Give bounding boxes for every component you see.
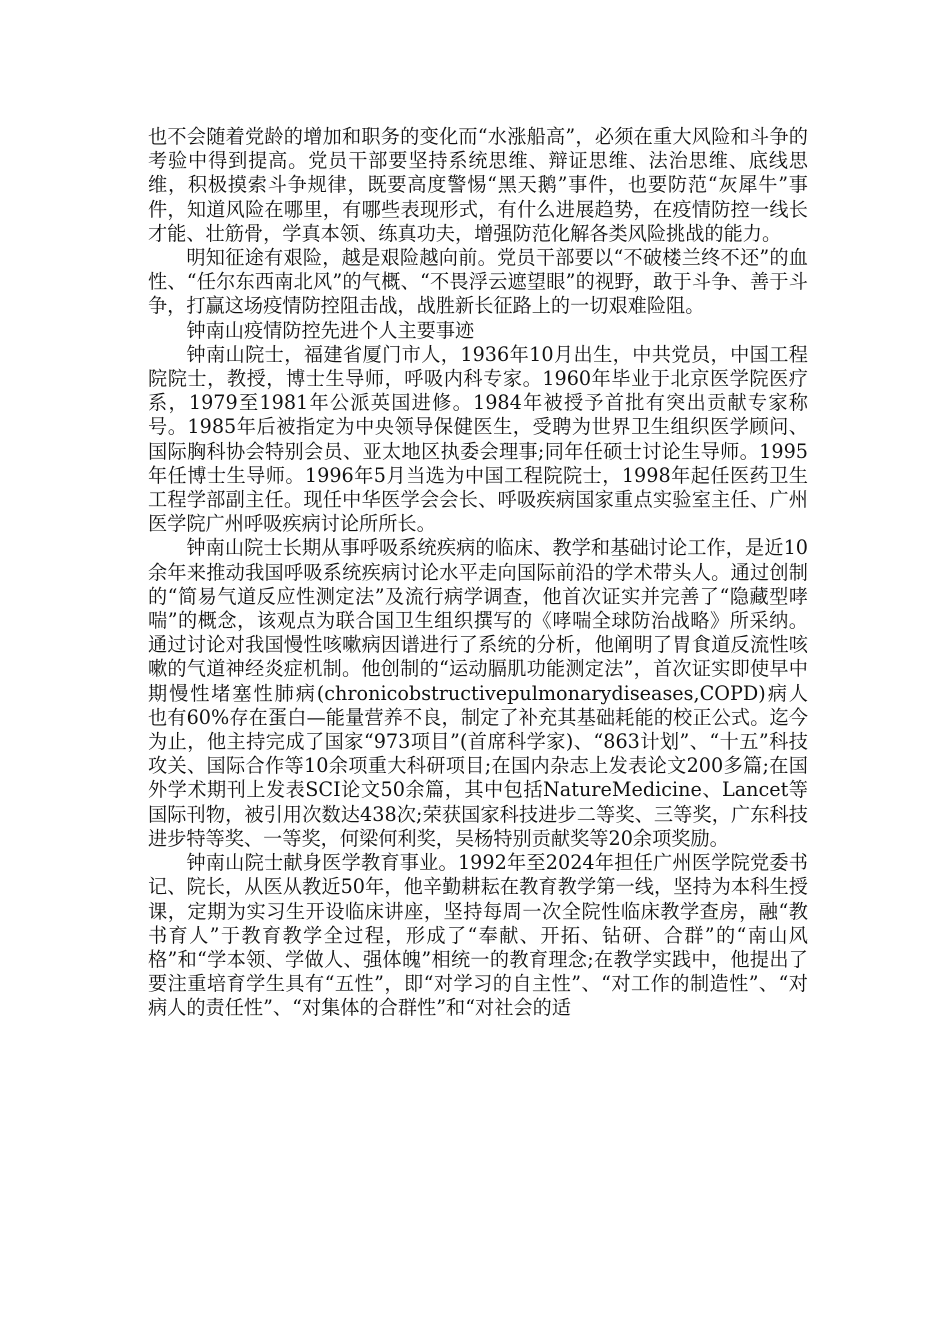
paragraph-education: 钟南山院士献身医学教育事业。1992年至2024年担任广州医学院党委书记、院长，从医从教近50年，他辛勤耕耘在教育教学第一线，坚持为本科生授课，定期为实习生开设临床讲座，坚持每周一次全院性临床教学查房，融“教书育人”于教育教学全过程，形成了“奉献、开拓、钻研、合群”的“南山风格”和“学本领、学做人、强体魄”相统一的教育理念;在教学实践中，他提出了要注重培育学生具有“五性”，即“对学习的自主性”、“对工作的制造性”、“对病人的责任性”、“对集体的合群性”和“对社会的适 <box>148 851 808 1020</box>
paragraph-research: 钟南山院士长期从事呼吸系统疾病的临床、教学和基础讨论工作，是近10余年来推动我国呼吸系统疾病讨论水平走向国际前沿的学术带头人。通过创制的“简易气道反应性测定法”及流行病学调查，他首次证实并完善了“隐藏型哮喘”的概念，该观点为联合国卫生组织撰写的《哮喘全球防治战略》所采纳。通过讨论对我国慢性咳嗽病因谱进行了系统的分析，他阐明了胃食道反流性咳嗽的气道神经炎症机制。他创制的“运动膈肌功能测定法”，首次证实即使早中期慢性堵塞性肺病(chronicobstructivepulmonarydiseases,COPD)病人也有60%存在蛋白—能量营养不良，制定了补充其基础耗能的校正公式。迄今为止，他主持完成了国家“973项目”(首席科学家)、“863计划”、“十五”科技攻关、国际合作等10余项重大科研项目;在国内杂志上发表论文200多篇;在国外学术期刊上发表SCI论文50余篇，其中包括NatureMedicine、Lancet等国际刊物，被引用次数达438次;荣获国家科技进步二等奖、三等奖，广东科技进步特等奖、一等奖，何梁何利奖，吴杨特别贡献奖等20余项奖励。 <box>148 536 808 850</box>
paragraph-biography: 钟南山院士，福建省厦门市人，1936年10月出生，中共党员，中国工程院院士，教授，博士生导师，呼吸内科专家。1960年毕业于北京医学院医疗系，1979至1981年公派英国进修。1984年被授予首批有突出贡献专家称号。1985年后被指定为中央领导保健医生，受聘为世界卫生组织医学顾问、国际胸科协会特别会员、亚太地区执委会理事;同年任硕士讨论生导师。1995年任博士生导师。1996年5月当选为中国工程院院士，1998年起任医药卫生工程学部副主任。现任中华医学会会长、呼吸疾病国家重点实验室主任、广州医学院广州呼吸疾病讨论所所长。 <box>148 342 808 536</box>
document-page <box>148 125 808 1021</box>
paragraph-continued: 也不会随着党龄的增加和职务的变化而“水涨船高”，必须在重大风险和斗争的考验中得到提高。党员干部要坚持系统思维、辩证思维、法治思维、底线思维，积极摸索斗争规律，既要高度警惕“黑天鹅”事件，也要防范“灰犀牛”事件，知道风险在哪里，有哪些表现形式，有什么进展趋势，在疫情防控一线长才能、壮筋骨，学真本领、练真功夫，增强防范化解各类风险挑战的能力。 <box>148 125 808 245</box>
paragraph-resolve: 明知征途有艰险，越是艰险越向前。党员干部要以“不破楼兰终不还”的血性、“任尔东西南北风”的气概、“不畏浮云遮望眼”的视野，敢于斗争、善于斗争，打赢这场疫情防控阻击战，战胜新长征路上的一切艰难险阻。 <box>148 246 808 318</box>
section-heading: 钟南山疫情防控先进个人主要事迹 <box>186 318 475 342</box>
